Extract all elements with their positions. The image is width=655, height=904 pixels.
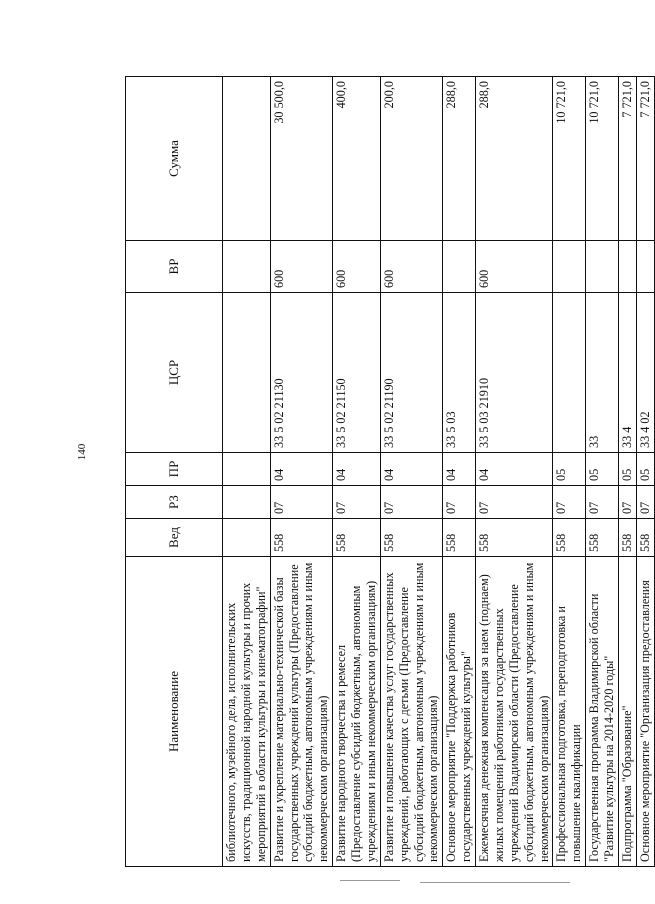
table-row: [476, 77, 553, 867]
scan-artifact-line: [420, 882, 570, 883]
cell-sum: 7 721,0: [618, 77, 636, 241]
cell-pr: 04: [443, 453, 476, 486]
cell-ved: 558: [380, 519, 443, 557]
cell-name: Профессиональная подготовка, переподготовка и повышение квалификации: [553, 557, 586, 867]
cell-ved: 558: [618, 519, 636, 557]
cell-pr: 05: [618, 453, 636, 486]
cell-ved: [223, 519, 271, 557]
table-header-row: [126, 77, 223, 867]
cell-vr: 600: [476, 241, 553, 293]
cell-vr: [636, 241, 654, 293]
cell-vr: [618, 241, 636, 293]
header-csr: ЦСР: [126, 293, 223, 453]
table-row: [618, 77, 636, 867]
cell-sum: 288,0: [443, 77, 476, 241]
header-sum: Сумма: [126, 77, 223, 241]
cell-rz: 07: [443, 486, 476, 519]
cell-csr: 33 5 02 21130: [270, 293, 333, 453]
cell-csr: [223, 293, 271, 453]
cell-vr: [553, 241, 586, 293]
rotated-table-container: [125, 77, 652, 867]
cell-pr: 04: [270, 453, 333, 486]
cell-pr: 05: [586, 453, 619, 486]
cell-pr: 04: [380, 453, 443, 486]
header-name: Наименование: [126, 557, 223, 867]
table-row: [380, 77, 443, 867]
cell-pr: 05: [636, 453, 654, 486]
cell-name: Развитие и повышение качества услуг государственных учреждений, работающих с детьми (Предоставление субсидий бюджетным, автономным учреждениям и иным некоммерческим организациям): [380, 557, 443, 867]
cell-rz: 07: [333, 486, 381, 519]
page-number: 140: [76, 443, 88, 461]
cell-csr: [553, 293, 586, 453]
cell-vr: 600: [380, 241, 443, 293]
cell-sum: 10 721,0: [553, 77, 586, 241]
cell-name: Подпрограмма "Образование": [618, 557, 636, 867]
cell-vr: [586, 241, 619, 293]
header-pr: ПР: [126, 453, 223, 486]
cell-name: Ежемесячная денежная компенсация за наем (поднаем) жилых помещений работникам государственных учреждений Владимирской области (Предоставление субсидий бюджетным, автономным учреждениям и иным некоммерческим организациям): [476, 557, 553, 867]
cell-vr: 600: [333, 241, 381, 293]
cell-csr: 33 4 02: [636, 293, 654, 453]
cell-ved: 558: [553, 519, 586, 557]
cell-pr: 04: [476, 453, 553, 486]
cell-sum: [223, 77, 271, 241]
cell-ved: 558: [586, 519, 619, 557]
cell-rz: [223, 486, 271, 519]
table-row: [553, 77, 586, 867]
table-row: [270, 77, 333, 867]
table-row: [586, 77, 619, 867]
cell-vr: [443, 241, 476, 293]
cell-rz: 07: [553, 486, 586, 519]
cell-ved: 558: [636, 519, 654, 557]
cell-rz: 07: [380, 486, 443, 519]
cell-sum: 400,0: [333, 77, 381, 241]
cell-rz: 07: [636, 486, 654, 519]
cell-csr: 33 5 03: [443, 293, 476, 453]
cell-ved: 558: [476, 519, 553, 557]
cell-sum: 7 721,0: [636, 77, 654, 241]
cell-pr: 05: [553, 453, 586, 486]
cell-vr: [223, 241, 271, 293]
header-ved: Вед: [126, 519, 223, 557]
cell-sum: 200,0: [380, 77, 443, 241]
cell-ved: 558: [270, 519, 333, 557]
cell-name: Развитие народного творчества и ремесел (Предоставление субсидий бюджетным, автономным учреждениям и иным некоммерческим организациям): [333, 557, 381, 867]
cell-rz: 07: [586, 486, 619, 519]
budget-table: [125, 76, 655, 867]
cell-sum: 10 721,0: [586, 77, 619, 241]
cell-csr: 33 5 02 21150: [333, 293, 381, 453]
cell-vr: 600: [270, 241, 333, 293]
scan-artifact-line: [340, 880, 400, 881]
cell-rz: 07: [270, 486, 333, 519]
cell-name: Развитие и укрепление материально-технической базы государственных учреждений культуры (Предоставление субсидий бюджетным, автономным учреждениям и иным некоммерческим организациям): [270, 557, 333, 867]
header-rz: РЗ: [126, 486, 223, 519]
header-vr: ВР: [126, 241, 223, 293]
cell-name: Государственная программа Владимирской области "Развитие культуры на 2014-2020 годы": [586, 557, 619, 867]
cell-pr: 04: [333, 453, 381, 486]
table-row: [636, 77, 654, 867]
cell-csr: 33 4: [618, 293, 636, 453]
cell-name: библиотечного, музейного дела, исполнительских искусств, традиционной народной культуры и прочих мероприятий в области культуры и кинематографии": [223, 557, 271, 867]
cell-name: Основное мероприятие "Поддержка работников государственных учреждений культуры": [443, 557, 476, 867]
cell-csr: 33: [586, 293, 619, 453]
cell-name: Основное мероприятие "Организация предоставления: [636, 557, 654, 867]
table-row: [223, 77, 271, 867]
cell-pr: [223, 453, 271, 486]
cell-ved: 558: [333, 519, 381, 557]
cell-rz: 07: [618, 486, 636, 519]
cell-sum: 30 500,0: [270, 77, 333, 241]
cell-ved: 558: [443, 519, 476, 557]
cell-csr: 33 5 02 21190: [380, 293, 443, 453]
table-row: [443, 77, 476, 867]
cell-rz: 07: [476, 486, 553, 519]
cell-sum: 288,0: [476, 77, 553, 241]
table-row: [333, 77, 381, 867]
cell-csr: 33 5 03 21910: [476, 293, 553, 453]
